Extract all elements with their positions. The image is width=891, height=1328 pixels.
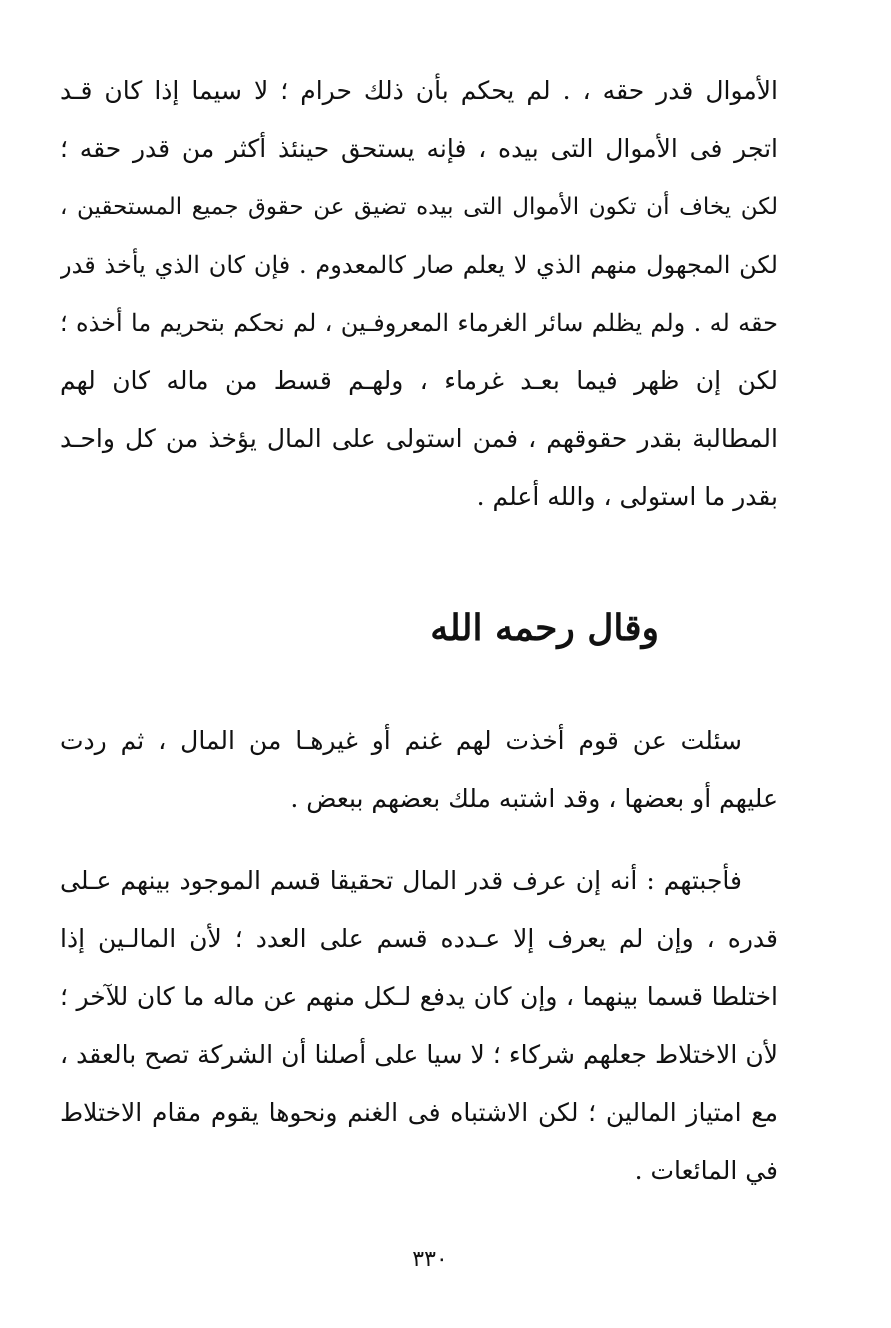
paragraph-1-line: حقه له . ولم يظلم سائر الغرماء المعروفـين ، لم نحكم بتحريم ما أخذه ؛ [60, 309, 778, 337]
paragraph-1-line: الأموال قدر حقه ، . لم يحكم بأن ذلك حرام ؛ لا سيما إذا كان قـد [60, 76, 778, 105]
paragraph-3-line: فأجبتهم : أنه إن عرف قدر المال تحقيقا قسم الموجود بينهم عـلى [60, 866, 742, 895]
paragraph-3-line: في المائعات . [634, 1156, 778, 1185]
paragraph-3-line: اختلطا قسما بينهما ، وإن كان يدفع لـكل منهم عن ماله ما كان للآخر ؛ [60, 982, 778, 1011]
paragraph-1-line: لكن إن ظهر فيما بعـد غرماء ، ولهـم قسط من ماله كان لهم [60, 366, 778, 395]
paragraph-1-line: المطالبة بقدر حقوقهم ، فمن استولى على المال يؤخذ من كل واحـد [60, 424, 778, 453]
paragraph-2-line: عليهم أو بعضها ، وقد اشتبه ملك بعضهم ببعض . [290, 784, 778, 813]
paragraph-3-line: قدره ، وإن لم يعرف إلا عـدده قسم على العدد ؛ لأن المالـين إذا [60, 924, 778, 953]
paragraph-1-line: بقدر ما استولى ، والله أعلم . [476, 482, 778, 511]
paragraph-1-line: اتجر فى الأموال التى بيده ، فإنه يستحق حينئذ أكثر من قدر حقه ؛ [60, 134, 778, 163]
paragraph-2-line: سئلت عن قوم أخذت لهم غنم أو غيرهـا من المال ، ثم ردت [60, 726, 742, 755]
page-number: ٣٣٠ [412, 1247, 448, 1272]
paragraph-3-line: لأن الاختلاط جعلهم شركاء ؛ لا سيا على أصلنا أن الشركة تصح بالعقد ، [60, 1040, 778, 1069]
paragraph-1-line: لكن المجهول منهم الذي لا يعلم صار كالمعدوم . فإن كان الذي يأخذ قدر [60, 251, 778, 279]
paragraph-3-line: مع امتياز المالين ؛ لكن الاشتباه فى الغنم ونحوها يقوم مقام الاختلاط [60, 1098, 778, 1127]
paragraph-1 [60, 62, 778, 526]
paragraph-1-line: لكن يخاف أن تكون الأموال التى بيده تضيق عن حقوق جميع المستحقين ، [60, 194, 778, 220]
paragraph-2 [60, 712, 778, 828]
paragraph-3 [60, 852, 778, 1200]
section-heading: وقال رحمه الله [430, 607, 659, 649]
